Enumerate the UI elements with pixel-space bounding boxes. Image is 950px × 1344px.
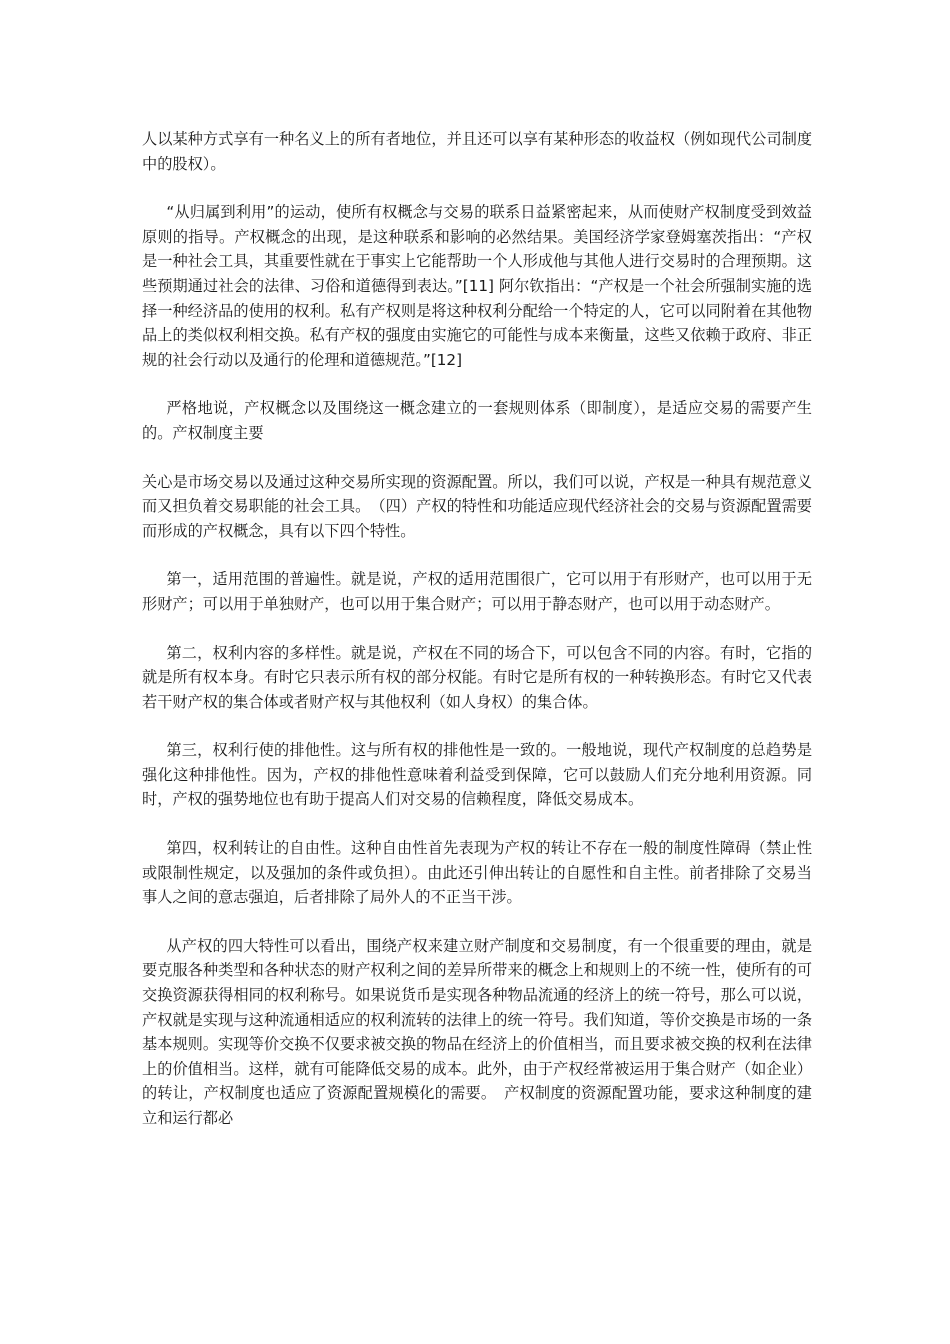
paragraph-first-feature: 第一，适用范围的普遍性。就是说，产权的适用范围很广，它可以用于有形财产，也可以用于无形财产；可以用于单独财产，也可以用于集合财产；可以用于静态财产，也可以用于动态财产。 (142, 570, 812, 613)
paragraph-second-feature: 第二，权利内容的多样性。就是说，产权在不同的场合下，可以包含不同的内容。有时，它指的就是所有权本身。有时它只表示所有权的部分权能。有时它是所有权的一种转换形态。有时它又代表若干财产权的集合体或者财产权与其他权利（如人身权）的集合体。 (142, 643, 812, 711)
paragraph-third-feature: 第三，权利行使的排他性。这与所有权的排他性是一致的。一般地说，现代产权制度的总趋势是强化这种排他性。因为，产权的排他性意味着利益受到保障，它可以鼓励人们充分地利用资源。同时，产权的强势地位也有助于提高人们对交易的信赖程度，降低交易成本。 (142, 741, 812, 809)
paragraph-conclusion: 从产权的四大特性可以看出，围绕产权来建立财产制度和交易制度，有一个很重要的理由，就是要克服各种类型和各种状态的财产权利之间的差异所带来的概念上和规则上的不统一性，使所有的可交换资源获得相同的权利称号。如果说货币是实现各种物品流通的经济上的统一符号，那么可以说，产权就是实现与这种流通相适应的权利流转的法律上的统一符号。我们知道，等价交换是市场的一条基本规则。实现等价交换不仅要求被交换的物品在经济上的价值相当，而且要求被交换的权利在法律上的价值相当。这样，就有可能降低交易的成本。此外，由于产权经常被运用于集合财产（如企业）的转让，产权制度也适应了资源配置规模化的需要。 产权制度的资源配置功能，要求这种制度的建立和运行都必 (142, 936, 812, 1127)
paragraph-ownership-intro: 人以某种方式享有一种名义上的所有者地位，并且还可以享有某种形态的收益权（例如现代公司制度中的股权）。 (142, 130, 812, 173)
paragraph-property-rights-concept: “从归属到利用”的运动，使所有权概念与交易的联系日益紧密起来，从而使财产权制度受到效益原则的指导。产权概念的出现，是这种联系和影响的必然结果。美国经济学家登姆塞茨指出：“产权是一种社会工具，其重要性就在于事实上它能帮助一个人形成他与其他人进行交易时的合理预期。这些预期通过社会的法律、习俗和道德得到表达。”[11] 阿尔钦指出：“产权是一个社会所强制实施的选择一种经济品的使用的权利。私有产权则是将这种权利分配给一个特定的人，它可以同附着在其他物品上的类似权利相交换。私有产权的强度由实施它的可能性与成本来衡量，这些又依赖于政府、非正规的社会行动以及通行的伦理和道德规范。”[12] (142, 203, 812, 369)
paragraph-strictly-speaking: 严格地说，产权概念以及围绕这一概念建立的一套规则体系（即制度），是适应交易的需要产生的。产权制度主要 (142, 399, 812, 442)
document-page (142, 127, 812, 1155)
paragraph-market-transactions: 关心是市场交易以及通过这种交易所实现的资源配置。所以，我们可以说，产权是一种具有规范意义而又担负着交易职能的社会工具。 （四）产权的特性和功能适应现代经济社会的交易与资源配置需要而形成的产权概念，具有以下四个特性。 (142, 472, 812, 540)
paragraph-fourth-feature: 第四，权利转让的自由性。这种自由性首先表现为产权的转让不存在一般的制度性障碍（禁止性或限制性规定，以及强加的条件或负担）。由此还引伸出转让的自愿性和自主性。前者排除了交易当事人之间的意志强迫，后者排除了局外人的不正当干涉。 (142, 839, 812, 907)
